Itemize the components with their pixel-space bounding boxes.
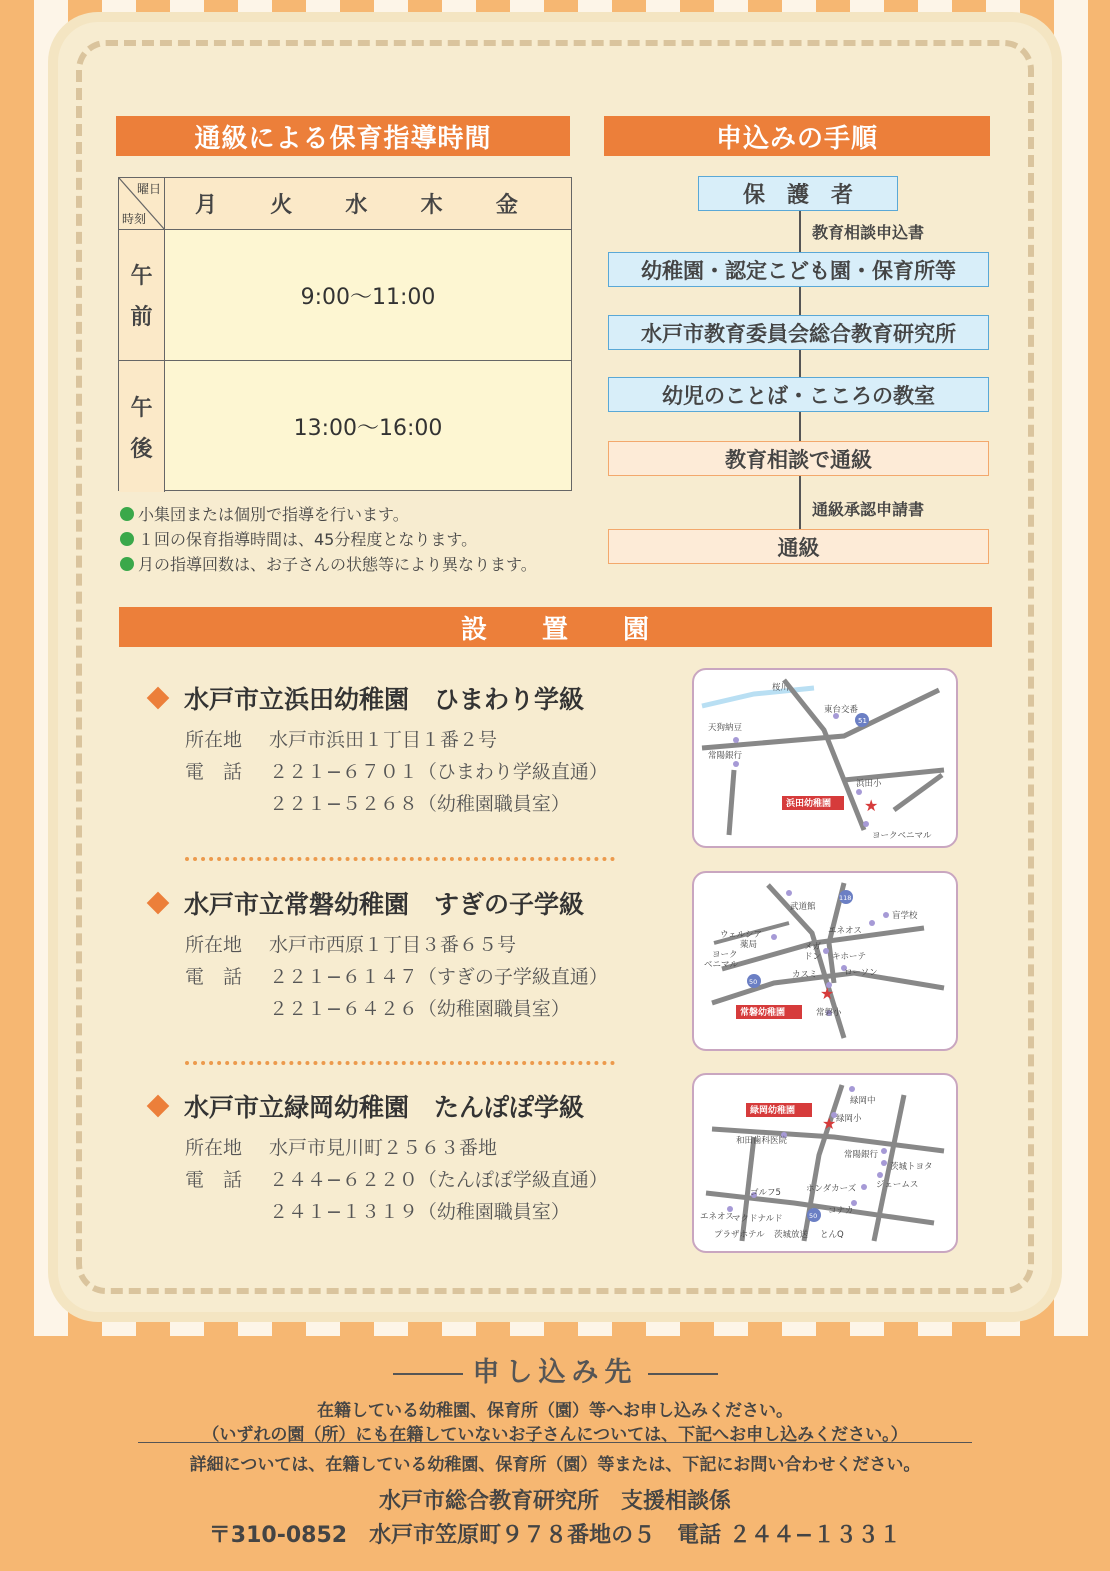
phone-label: 電 話	[185, 1169, 243, 1191]
note-item	[120, 502, 537, 527]
schedule-notes	[120, 502, 537, 577]
map-label: ローソン	[844, 968, 878, 978]
table-corner	[119, 178, 165, 230]
facility-name-row	[148, 1088, 608, 1124]
map-label: 緑岡中	[850, 1096, 876, 1106]
star-icon: ★	[820, 984, 835, 1003]
address-value: 水戸市西原１丁目３番６５号	[269, 934, 517, 956]
map-label: 常陽銀行	[844, 1150, 879, 1160]
flow-connector	[799, 286, 801, 316]
bullet-icon	[120, 557, 134, 571]
note-item	[120, 527, 537, 552]
flow-step-kindergarten: 幼稚園・認定こども園・保育所等	[608, 252, 989, 287]
day-wed: 水	[345, 193, 368, 218]
contact-organization: 水戸市総合教育研究所 支援相談係	[378, 1489, 731, 1514]
corner-time-label: 時刻	[122, 212, 147, 226]
flow-step-attend: 通級	[608, 529, 989, 564]
bullet-icon	[120, 507, 134, 521]
afternoon-label	[119, 361, 165, 492]
contact-address: 〒310-0852 水戸市笠原町９７８番地の５ 電話 ２４４−１３３１	[208, 1523, 902, 1548]
map-label: ゴルフ5	[750, 1188, 781, 1198]
facility-info	[185, 1132, 608, 1228]
map-label: ヨーク	[712, 950, 738, 960]
map-hamada	[692, 668, 958, 848]
route-badge: 51	[858, 717, 867, 725]
flow-step-consult-attend: 教育相談で通級	[608, 441, 989, 476]
facility-info	[185, 929, 608, 1025]
map-label: ホンダカーズ	[806, 1184, 857, 1194]
phone-direct: ２２１−６７０１（ひまわり学級直通）	[269, 761, 608, 783]
map-label: 茨城トヨタ	[890, 1162, 933, 1172]
phone-direct: ２２１−６１４７（すぎの子学級直通）	[269, 966, 608, 988]
contact-line-3: 詳細については、在籍している幼稚園、保育所（園）等または、下記にお問い合わせください。	[189, 1455, 921, 1475]
map-label: とんQ	[820, 1230, 844, 1240]
phone-label: 電 話	[185, 761, 243, 783]
bullet-icon	[120, 532, 134, 546]
contact-title	[0, 1350, 1110, 1389]
star-icon: ★	[822, 1114, 837, 1133]
dotted-divider	[185, 857, 615, 861]
note-item	[120, 552, 537, 577]
contact-line-2: （いずれの園（所）にも在籍していないお子さんについては、下記へお申し込みください。）	[202, 1425, 908, 1445]
schedule-header: 通級による保育指導時間	[116, 116, 570, 156]
map-label: 天狗納豆	[708, 723, 743, 733]
map-label: エネオス	[828, 926, 862, 936]
flow-connector	[799, 410, 801, 442]
route-badge: 50	[809, 1212, 818, 1220]
day-fri: 金	[495, 193, 518, 218]
phone-office: ２２１−５２６８（幼稚園職員室）	[269, 793, 570, 815]
facility-midorioka	[148, 1088, 608, 1228]
contact-line-1: 在籍している幼稚園、保育所（園）等へお申し込みください。	[317, 1401, 793, 1421]
facility-hamada	[148, 680, 608, 820]
route-badge: 50	[749, 978, 758, 986]
diamond-icon	[147, 1095, 170, 1118]
morning-label-1: 午	[130, 264, 153, 289]
map-label: カスミ	[792, 970, 818, 980]
phone-office: ２２１−６４２６（幼稚園職員室）	[269, 998, 570, 1020]
flow-connector	[799, 348, 801, 378]
note-text: 月の指導回数は、お子さんの状態等により異なります。	[138, 555, 537, 574]
map-midorioka	[692, 1073, 958, 1253]
phone-office: ２４１−１３１９（幼稚園職員室）	[269, 1201, 570, 1223]
star-icon: ★	[864, 796, 879, 815]
phone-direct: ２４４−６２２０（たんぽぽ学級直通）	[269, 1169, 608, 1191]
afternoon-label-2: 後	[130, 436, 153, 462]
diamond-icon	[147, 687, 170, 710]
map-label: ベニマル	[704, 960, 739, 970]
flow-doc-consultation: 教育相談申込書	[812, 223, 925, 242]
map-label: ウェルシア	[720, 930, 762, 940]
facility-name-row	[148, 885, 608, 921]
map-label: エネオス	[700, 1212, 734, 1222]
map-label: 和田歯科医院	[736, 1136, 788, 1146]
map-label: 常磐小	[816, 1008, 842, 1018]
route-badge: 118	[839, 894, 852, 902]
morning-label	[119, 230, 165, 361]
procedure-header: 申込みの手順	[604, 116, 990, 156]
facility-name: 水戸市立浜田幼稚園 ひまわり学級	[184, 685, 585, 714]
map-school-label: 常磐幼稚園	[740, 1008, 786, 1018]
map-label: ジェームス	[876, 1180, 919, 1190]
morning-time: 9:00〜11:00	[165, 230, 571, 361]
facility-name: 水戸市立常磐幼稚園 すぎの子学級	[184, 890, 585, 919]
map-school-label: 緑岡幼稚園	[750, 1106, 796, 1116]
flow-connector	[799, 475, 801, 531]
flow-step-classroom: 幼児のことば・こころの教室	[608, 377, 989, 412]
map-label: 武道館	[790, 902, 816, 912]
map-label: ヨークベニマル	[872, 831, 932, 841]
map-label: マクドナルド	[732, 1214, 783, 1224]
facility-tokiwa	[148, 885, 608, 1025]
map-label: メガ	[804, 942, 822, 952]
corner-day-label: 曜日	[136, 182, 161, 196]
diamond-icon	[147, 892, 170, 915]
address-label: 所在地	[185, 729, 243, 751]
map-tokiwa	[692, 871, 958, 1051]
map-label: 薬局	[740, 940, 758, 950]
address-label: 所在地	[185, 1137, 243, 1159]
map-label: ドン	[804, 952, 822, 962]
morning-label-2: 前	[130, 305, 153, 330]
note-text: 小集団または個別で指導を行います。	[138, 505, 409, 524]
afternoon-label-1: 午	[130, 395, 153, 421]
map-river-label: 桜川	[772, 683, 790, 693]
facilities-header: 設 置 園	[119, 607, 992, 647]
phone-label: 電 話	[185, 966, 243, 988]
map-label: 茨城放送	[774, 1230, 809, 1240]
flow-step-institute: 水戸市教育委員会総合教育研究所	[608, 315, 989, 350]
map-label: プラザホテル	[714, 1230, 765, 1240]
flow-connector	[799, 210, 801, 254]
map-label: キホーテ	[832, 952, 867, 962]
schedule-table	[118, 177, 572, 491]
map-label: コナカ	[828, 1206, 854, 1216]
facility-name-row	[148, 680, 608, 716]
address-value: 水戸市見川町２５６３番地	[269, 1137, 498, 1159]
map-label: 盲学校	[892, 911, 918, 921]
map-label: 常陽銀行	[708, 751, 743, 761]
map-label: 緑岡小	[836, 1114, 862, 1124]
day-header-row	[165, 178, 571, 230]
dotted-divider	[185, 1061, 615, 1065]
flow-doc-approval: 通級承認申請書	[812, 500, 925, 519]
afternoon-time: 13:00〜16:00	[293, 416, 443, 441]
contact-divider	[138, 1442, 972, 1443]
map-school-label: 浜田幼稚園	[786, 799, 832, 809]
map-label: 東台交番	[824, 705, 859, 715]
note-text: １回の保育指導時間は、45分程度となります。	[138, 530, 478, 549]
facility-info	[185, 724, 608, 820]
flow-step-guardian: 保 護 者	[698, 176, 898, 211]
day-mon: 月	[195, 193, 218, 218]
facility-name: 水戸市立緑岡幼稚園 たんぽぽ学級	[184, 1093, 585, 1122]
address-label: 所在地	[185, 934, 243, 956]
day-tue: 火	[270, 193, 293, 218]
contact-footer	[0, 1336, 1110, 1571]
day-thu: 木	[420, 193, 443, 218]
address-value: 水戸市浜田１丁目１番２号	[269, 729, 498, 751]
map-label: 浜田小	[856, 779, 882, 789]
contact-title-text: 申し込み先	[472, 1357, 638, 1388]
